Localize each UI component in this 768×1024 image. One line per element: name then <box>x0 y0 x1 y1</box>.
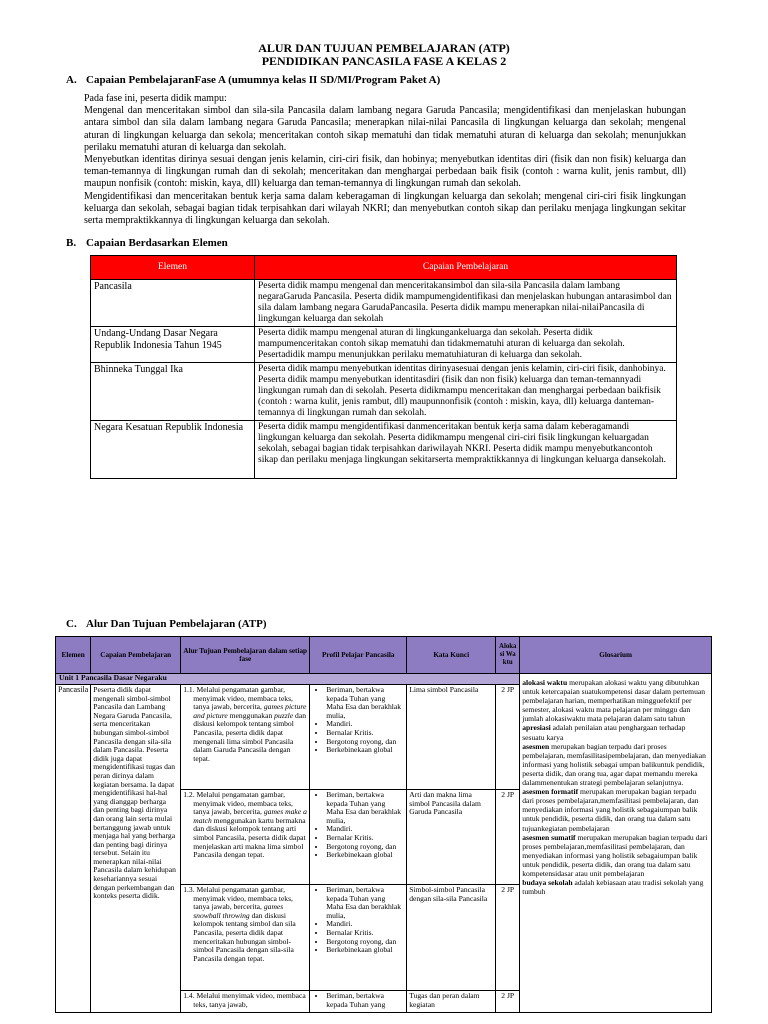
elemen-cell: Bhinneka Tunggal Ika <box>91 363 255 421</box>
unit-label: Unit 1 Pancasila Dasar Negaraku <box>56 674 520 685</box>
doc-title-line1: ALUR DAN TUJUAN PEMBELAJARAN (ATP) <box>258 41 510 55</box>
table-header-row <box>91 256 677 280</box>
column-header: Capaian Pembelajaran <box>255 256 677 280</box>
waktu-cell: 2 JP <box>496 685 520 790</box>
glossary-entry: asesmen sumatif merupakan merupakan bagian terpadu dari proses pembelajaran,memfasilitasi pembelajaran, dan menyediakan informasi yang holistik sebagaiumpan balik untuk pendidik, peserta didik, dan orang tua dalam satu kompetensidasar atau unit pembelajaran <box>522 832 708 878</box>
glossary-entry: asesmen merupakan bagian terpadu dari proses pembelajaran, memfasilitasipembelajaran, dan menyediakan informasi yang holistik sebagai umpan balikuntuk pendidik, peserta didik, dan orang tua, agar dapat memandu mereka dalammenentukan strategi pembelajaran selanjutnya. <box>522 741 706 788</box>
glossary-entry: budaya sekolah adalah kebiasaan atau tradisi sekolah yang tumbuh <box>522 878 704 897</box>
table-row <box>91 421 677 479</box>
column-header: Alur Tujuan Pembelajaran dalam setiap fase <box>181 637 310 674</box>
section-c-heading <box>66 618 267 630</box>
waktu-cell: 2 JP <box>496 991 520 1013</box>
elemen-cell: Undang-Undang Dasar Negara Republik Indonesia Tahun 1945 <box>91 327 255 363</box>
atp-cell: 1.3. Melalui pengamatan gambar, menyimak video, membaca teks, tanya jawab, bercerita, games snowball throwing dan diskusi kelompok tentang simbol dan sila Pancasila, peserta didik dapat menceritakan hubungan simbol-simbol Pancasila dengan sila-sila Pancasila dengan tepat. <box>181 885 310 991</box>
capaian-cell: Peserta didik mampu mengidentifikasi danmenceritakan bentuk kerja sama dalam keberagamandi lingkungan keluarga dan sekolah. Peserta didikmampu mengenal ciri-ciri fisik lingkungan keluargadan sekolah, sebagai bagian tidak terpisahkan dariwilayah NKRI. Peserta didik mampu menyebutkancontoh sikap dan perilaku menjaga lingkungan sekitarserta mempraktikkannya di lingkungan keluarga dansekolah. <box>255 421 677 479</box>
profil-cell: • Beriman, bertakwa kepada Tuhan yang Maha Esa dan berakhlak mulia, • Mandiri. • Bernalar Kritis. • Bergotong royong, dan • Berkebinekaan global <box>310 885 407 991</box>
section-a-heading <box>66 74 440 86</box>
kata-kunci-cell: Simbol-simbol Pancasila dengan sila-sila Pancasila <box>407 885 496 991</box>
atp-cell: 1.2. Melalui pengamatan gambar, menyimak video, membaca teks, tanya jawab, bercerita, games make a match menggunakan kartu bermakna dan diskusi kelompok tentang arti simbol Pancasila, peserta didik dapat menjelaskan arti makna lima simbol Pancasila dengan tepat. <box>181 790 310 885</box>
glossary-entry: asesmen formatif merupakan merupakan bagian terpadu dari proses pembelajaran,memfasilitasi pembelajaran, dan menyediakan informasi yang holistik sebagaiumpan balik untuk pendidik, peserta didik, dan orang tua dalam satu tujuankegiatan pembelajaran <box>522 787 699 833</box>
paragraph: Mengidentifikasi dan menceritakan bentuk kerja sama dalam keberagaman di lingkungan keluarga dan sekolah; mengenal ciri-ciri fisik lingkungan keluarga dan sekolah, sebagai bagian tidak terpisahkan dari wilayah NKRI; dan menyebutkan contoh sikap dan perilaku menjaga lingkungan sekitar serta mempraktikkannya di lingkungan keluarga dan sekolah. <box>84 190 686 227</box>
elemen-cell: Negara Kesatuan Republik Indonesia <box>91 421 255 479</box>
section-c-letter: C. <box>66 618 77 630</box>
paragraph: Mengenal dan menceritakan simbol dan sila-sila Pancasila dalam lambang negara Garuda Pancasila; mengidentifikasi dan menjelaskan hubungan antara simbol dan sila dalam lambang negara Garuda Pancasila; menerapkan nilai-nilai Pancasila di lingkungan keluarga dan sekolah; mengenal aturan di lingkungan keluarga dan sekola; menceritakan contoh sikap mematuhi dan tidak mematuhi aturan di keluarga dan sekolah; menunjukkan perilaku mematuhi aturan di keluarga dan sekolah. <box>84 105 686 153</box>
glosarium-cell <box>520 674 712 1013</box>
table-header-row <box>56 637 712 674</box>
section-b-letter: B. <box>66 237 77 249</box>
table-row <box>91 280 677 327</box>
kata-kunci-cell: Arti dan makna lima simbol Pancasila dalam Garuda Pancasila <box>407 790 496 885</box>
doc-title-line2: PENDIDIKAN PANCASILA FASE A KELAS 2 <box>261 54 507 68</box>
paragraph: Pada fase ini, peserta didik mampu: <box>84 93 227 104</box>
table-row <box>91 327 677 363</box>
kata-kunci-cell: Lima simbol Pancasila <box>407 685 496 790</box>
column-header: Elemen <box>91 256 255 280</box>
capaian-cell: Peserta didik dapat mengenali simbol-simbol Pancasila dan Lambang Negara Garuda Pancasila, serta menceritakan hubungan simbol-simbol Pancasila dengan sila-sila dalam Pancasila. Peserta didik juga dapat mengidentifikasi tugas dan peran dirinya dalam kegiatan bersama. Ia dapat mengidentifikasi hal-hal yang dianggap berharga dan penting bagi dirinya dan orang lain serta mulai bertanggung jawab untuk menjaga hal yang berharga dan penting bagi dirinya tersebut. Selain itu menerapkan nilai-nilai Pancasila dalam kehidupan kesehariannya sesuai dengan perkembangan dan konteks peserta didik. <box>91 685 181 1013</box>
glossary-entry: apresiasi adalah penilaian atau penghargaan terhadap sesuatu karya <box>522 723 686 742</box>
column-header: Capaian Pembelajaran <box>91 637 181 674</box>
paragraph: Menyebutkan identitas dirinya sesuai dengan jenis kelamin, ciri-ciri fisik, dan hobinya; menyebutkan identitas diri (fisik dan non fisik) keluarga dan teman-temannya di lingkungan rumah dan di sekolah; menceritakan dan menghargai perbedaan baik fisik (contoh : warna kulit, jenis rambut, dll) maupun nonfisik (contoh: miskin, kaya, dll) keluarga dan teman-temannya di lingkungan rumah dan sekolah. <box>84 154 686 190</box>
section-c-title: Alur Dan Tujuan Pembelajaran (ATP) <box>86 618 267 630</box>
section-b-title: Capaian Berdasarkan Elemen <box>86 237 228 249</box>
unit-row <box>56 674 712 685</box>
atp-cell: 1.1. Melalui pengamatan gambar, menyimak video, membaca teks, tanya jawab, bercerita, games picture and picture menggunakan puzzle dan diskusi kelompok tentang simbol Pancasila, peserta didik dapat mengenali lima simbol Pancasila dalam Garuda Pancasila dengan tepat. <box>181 685 310 790</box>
column-header: Elemen <box>56 637 91 674</box>
atp-table <box>55 636 712 1013</box>
column-header: Alokasi Waktu <box>496 637 520 674</box>
capaian-cell: Peserta didik mampu mengenal dan menceritakansimbol dan sila-sila Pancasila dalam lambang negaraGaruda Pancasila. Peserta didik mampumengidentifikasi dan menjelaskan hubungan antarasimbol dan sila dalam lambang negara GarudaPancasila. Peserta didik mampu menerapkan nilai-nilaiPancasila di lingkungan keluarga dan sekolah <box>255 280 677 327</box>
capaian-cell: Peserta didik mampu menyebutkan identitas dirinyasesuai dengan jenis kelamin, ciri-ciri fisik, danhobinya. Peserta didik mampu menyebutkan identitasdiri (fisik dan non fisik) keluarga dan teman-temannyadi lingkungan rumah dan di sekolah. Peserta didikmampu menceritakan dan menghargai perbedaan baikfisik (contoh : warna kulit, jenis rambut, dll) maupunnonfisik (contoh : miskin, kaya, dll) keluarga danteman-temannya di lingkungan rumah dan sekolah. <box>255 363 677 421</box>
elemen-cell: Pancasila <box>56 685 91 1013</box>
profil-cell: • Beriman, bertakwa kepada Tuhan yang Maha Esa dan berakhlak mulia, • Mandiri. • Bernalar Kritis. • Bergotong royong, dan • Berkebinekaan global <box>310 685 407 790</box>
capaian-cell: Peserta didik mampu mengenal aturan di lingkungankeluarga dan sekolah. Peserta didik mampumenceritakan contoh sikap mematuhi dan tidakmematuhi aturan di keluarga dan sekolah. Pesertadidik mampu menunjukkan perilaku mematuhiaturan di keluarga dan sekolah. <box>255 327 677 363</box>
section-a-letter: A. <box>66 74 77 86</box>
atp-cell: 1.4. Melalui menyimak video, membaca teks, tanya jawab, <box>181 991 310 1013</box>
column-header: Kata Kunci <box>407 637 496 674</box>
profil-cell: • Beriman, bertakwa kepada Tuhan yang Maha Esa dan berakhlak mulia, • Mandiri. • Bernalar Kritis. • Bergotong royong, dan • Berkebinekaan global <box>310 790 407 885</box>
column-header: Glosarium <box>520 637 712 674</box>
waktu-cell: 2 JP <box>496 790 520 885</box>
section-a-title: Capaian PembelajaranFase A (umumnya kelas II SD/MI/Program Paket A) <box>86 74 441 86</box>
waktu-cell: 2 JP <box>496 885 520 991</box>
elemen-cell: Pancasila <box>91 280 255 327</box>
glossary-entry: alokasi waktu merupakan alokasi waktu yang dibutuhkan untuk ketercapaian suatukompetensi dasar dalam pertemuan pembelajaran harian, memperhatikan mingguefektif per semester, alokasi waktu mata pelajaran per minggu dan jumlah alokasiwaktu mata pelajaran dalam satu tahun <box>522 678 706 724</box>
profil-cell: • Beriman, bertakwa kepada Tuhan yang <box>310 991 407 1013</box>
section-b-heading <box>66 237 228 249</box>
kata-kunci-cell: Tugas dan peran dalam kegiatan <box>407 991 496 1013</box>
section-a-body <box>84 93 686 227</box>
table-row <box>91 363 677 421</box>
elemen-table <box>90 255 677 479</box>
column-header: Profil Pelajar Pancasila <box>310 637 407 674</box>
